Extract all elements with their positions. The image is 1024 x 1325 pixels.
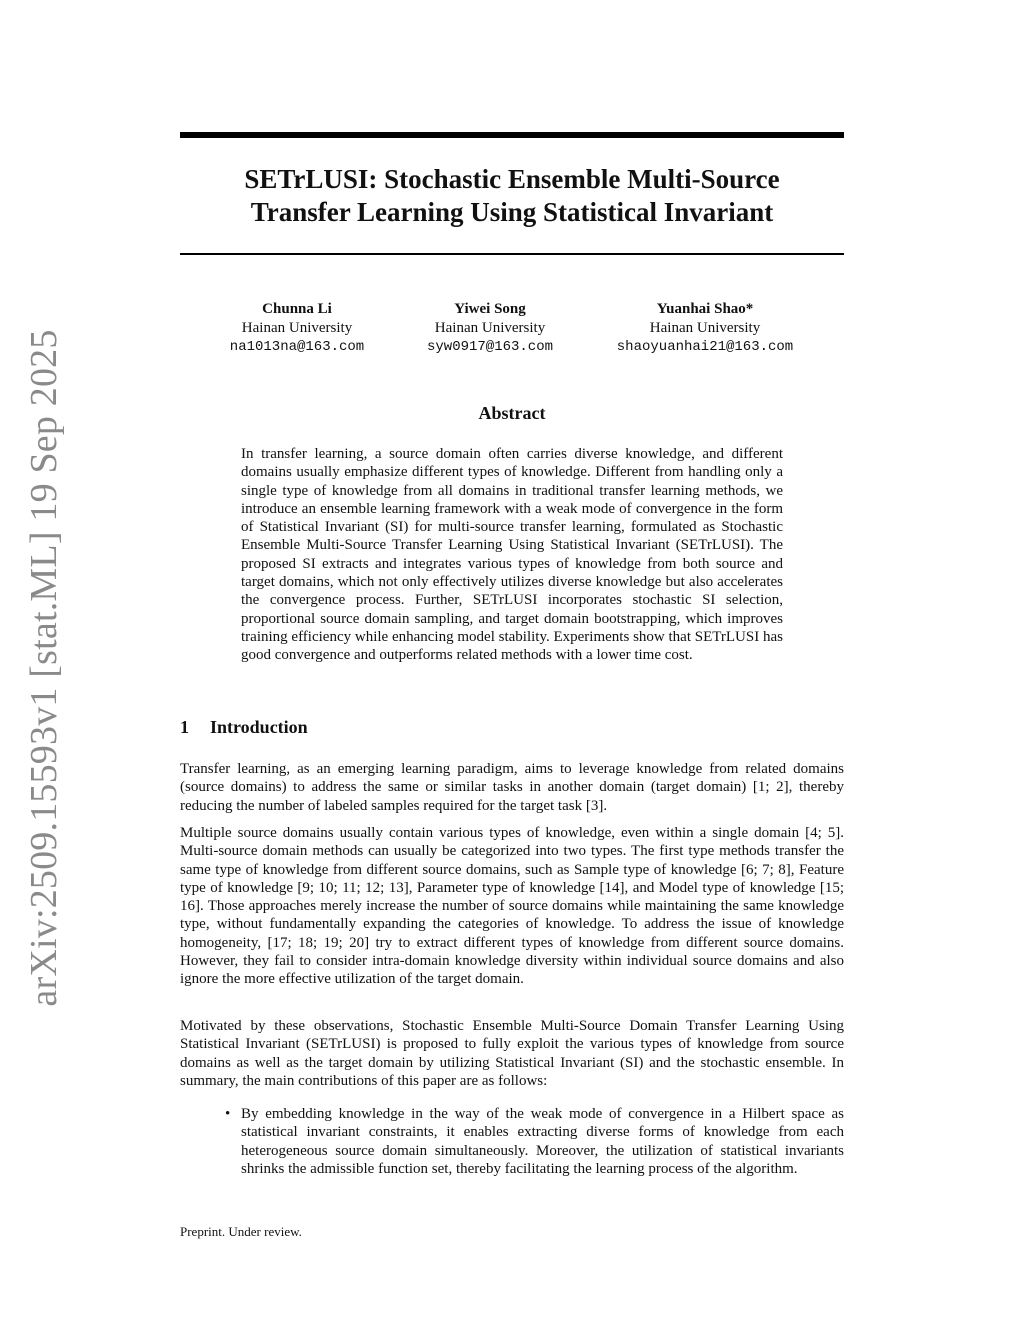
intro-paragraph-2: Multiple source domains usually contain various types of knowledge, even within a single domain [4; 5]. Multi-source domain methods can usually be categorized into two types. The first type methods transfer the same type of knowledge from different source domains, such as Sample type of knowledge [6; 7; 8], Feature type of knowledge [9; 10; 11; 12; 13], Parameter type of knowledge [14], and Model type of knowledge [15; 16]. Those approaches merely increase the number of source domains while maintaining the same knowledge type, without fundamentally expanding the categories of knowledge. To address the issue of knowledge homogeneity, [17; 18; 19; 20] try to extract different types of knowledge from different source domains. However, they fail to consider intra-domain knowledge diversity within individual source domains and also ignore the more effective utilization of the target domain. <box>180 825 844 988</box>
abstract-heading: Abstract <box>478 403 546 423</box>
author-affiliation: Hainan University <box>434 320 546 336</box>
section-number: 1 <box>180 717 189 737</box>
author-3 <box>617 300 793 357</box>
section-heading-introduction <box>180 717 308 738</box>
author-block <box>180 300 844 364</box>
footer-note: Preprint. Under review. <box>180 1224 302 1239</box>
title-line-1: SETrLUSI: Stochastic Ensemble Multi-Source <box>244 164 780 194</box>
abstract-text: In transfer learning, a source domain often carries diverse knowledge, and different domains usually emphasize different types of knowledge. Different from handling only a single type of knowledge from all domains in traditional transfer learning methods, we introduce an ensemble learning framework with a weak mode of convergence in the form of Statistical Invariant (SI) for multi-source transfer learning, formulated as Stochastic Ensemble Multi-Source Transfer Learning Using Statistical Invariant (SETrLUSI). The proposed SI extracts and integrates various types of knowledge from both source and target domains, which not only effectively utilizes diverse knowledge but also accelerates the convergence process. Further, SETrLUSI incorporates stochastic SI selection, proportional source domain sampling, and target domain bootstrapping, which improves training efficiency while enhancing model stability. Experiments show that SETrLUSI has good convergence and outperforms related methods with a lower time cost. <box>241 446 783 664</box>
contribution-text: By embedding knowledge in the way of the weak mode of convergence in a Hilbert space as statistical invariant constraints, it enables extracting diverse forms of knowledge from each heterogeneous source domain simultaneously. Moreover, the utilization of statistical invariants shrinks the admissible function set, thereby facilitating the learning process of the algorithm. <box>241 1106 844 1177</box>
section-title: Introduction <box>210 717 308 737</box>
author-email[interactable]: na1013na@163.com <box>229 339 365 355</box>
author-affiliation: Hainan University <box>649 320 761 336</box>
paper-title <box>180 163 844 229</box>
intro-paragraph-1: Transfer learning, as an emerging learning paradigm, aims to leverage knowledge from related domains (source domains) to address the same or similar tasks in another domain (target domain) [1; 2], thereby reducing the number of labeled samples required for the target task [3]. <box>180 761 844 814</box>
author-name: Yiwei Song <box>454 301 526 317</box>
author-email[interactable]: shaoyuanhai21@163.com <box>616 339 794 355</box>
author-name: Chunna Li <box>262 301 332 317</box>
title-top-rule <box>180 132 844 138</box>
author-email[interactable]: syw0917@163.com <box>426 339 554 355</box>
title-line-2: Transfer Learning Using Statistical Invariant <box>250 197 774 227</box>
author-2 <box>427 300 553 357</box>
intro-paragraph-3: Motivated by these observations, Stochastic Ensemble Multi-Source Domain Transfer Learning Using Statistical Invariant (SETrLUSI) is proposed to fully exploit the various types of knowledge from source domains as well as the target domain by utilizing Statistical Invariant (SI) and the stochastic ensemble. In summary, the main contributions of this paper are as follows: <box>180 1018 844 1089</box>
bullet-icon: • <box>225 1106 231 1122</box>
contribution-item <box>180 1105 844 1178</box>
author-name: Yuanhai Shao* <box>656 301 754 317</box>
arxiv-identifier-stamp: arXiv:2509.15593v1 [stat.ML] 19 Sep 2025 <box>23 329 65 1007</box>
author-1 <box>230 300 364 357</box>
title-bottom-rule <box>180 253 844 255</box>
author-affiliation: Hainan University <box>241 320 353 336</box>
contributions-list <box>180 1105 844 1178</box>
